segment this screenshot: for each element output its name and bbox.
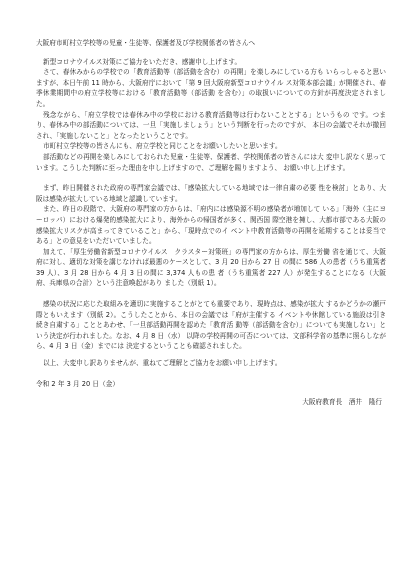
paragraph-osaka-experts: また、昨日の段階で、大阪府の専門家の方からは、「府内には感染源不明の感染者が増加して いる」「海外（主にヨーロッパ）における爆発的感染拡大により、海外からの帰国者が多く、関西国 際空港を擁し、大都市部である大阪の感染拡大リスクが高まってきていること」から、「現時点でのイ ベント中教育活動等の再開を延期することは妥当である」との意見をいただいていました。: [36, 205, 386, 246]
paragraph-spacer: [36, 173, 386, 183]
paragraph-cluster-team: 加えて、「厚生労働省新型コロナウイルス クラスター対策班」の専門家の方からは、厚生労働 省を通じて、大阪府に対し、適切な対策を講じなければ最悪のケースとして、3 月 20 日から 27 日 の間に 586 人の患者（うち重篤者 39 人）、3 月 28 日から 4 月 3 日の間に 3,374 人もの患 者（うち重篤者 227 人）が発生することになる（大阪府、兵庫県の合計）という注意喚起があり ました（別紙 1）。: [36, 247, 386, 288]
paragraph-decision: 残念ながら、「府立学校では春休み中の学校における教育活動等は行わないこととする」というもの です。つまり、春休み中の部活動については、一旦「実施しましょう」という判断を行ったのですが、 本日の会議でそれが撤回され、「実施しないこと」となったということです。: [36, 110, 386, 140]
paragraph-apology: 部活動などの再開を楽しみにしておられた児童・生徒等、保護者、学校関係者の皆さんには大 変申し訳なく思っています。こうした判断に至った理由を申し上げますので、ご理解を賜りますよう、 お願い申し上げます。: [36, 152, 386, 172]
document-date: 令和 2 年 3 月 20 日（金）: [36, 379, 120, 388]
document-signature: 大阪府教育長 酒井 隆行: [302, 398, 382, 407]
addressee-line: 大阪府市町村立学校等の児童・生徒等、保護者及び学校関係者の皆さんへ: [36, 39, 256, 47]
paragraph-expert-meeting: まず、昨日開催された政府の専門家会議では、「感染拡大している地域では一律自粛の必要 性を検討」とあり、大阪は感染が拡大している地域と認識しています。: [36, 184, 386, 203]
paragraph-request: 市町村立学校等の皆さんにも、府立学校と同じことをお願いしたいと思います。: [43, 142, 282, 151]
paragraph-closing: 以上、大変申し訳ありませんが、重ねてご理解とご協力をお願い申し上げます。: [43, 359, 282, 368]
paragraph-announcement: さて、春休みからの学校での「教育活動等（部活動を含む）の再開」を楽しみにしている方も いらっしゃると思いますが、本日午前 11 時から、大阪府庁において「第 9 回大阪府新型コロナウイル ス対策本部会議」が開催され、春季休業期間中の府立学校等における「教育活動等（部活動 を含む）」の取扱いについての方針が再度決定されました。: [36, 68, 386, 108]
paragraph-spacer: [36, 289, 386, 299]
paragraph-thanks: 新型コロナウイルス対策にご協力をいただき、感謝申し上げます。: [43, 57, 242, 66]
paragraph-conclusion: 感染の状況に応じた取組みを適切に実施することがとても重要であり、現時点は、感染が拡大 するかどうかの瀬戸際ともいえます（別紙 2）。こうしたことから、本日の会議では「府が主催する イベントや休館している施設は引き続き自粛する」こととあわせ、「一旦部活動再開を認めた「教育活 動等（部活動を含む）」についても実施しない」という決定が行われました。なお、4 月 8 日（水） 以降の学校再開の可否については、文部科学省の基準に照らしながら、4 月 3 日（金）までには 決定するということも確認されました。: [36, 300, 386, 351]
